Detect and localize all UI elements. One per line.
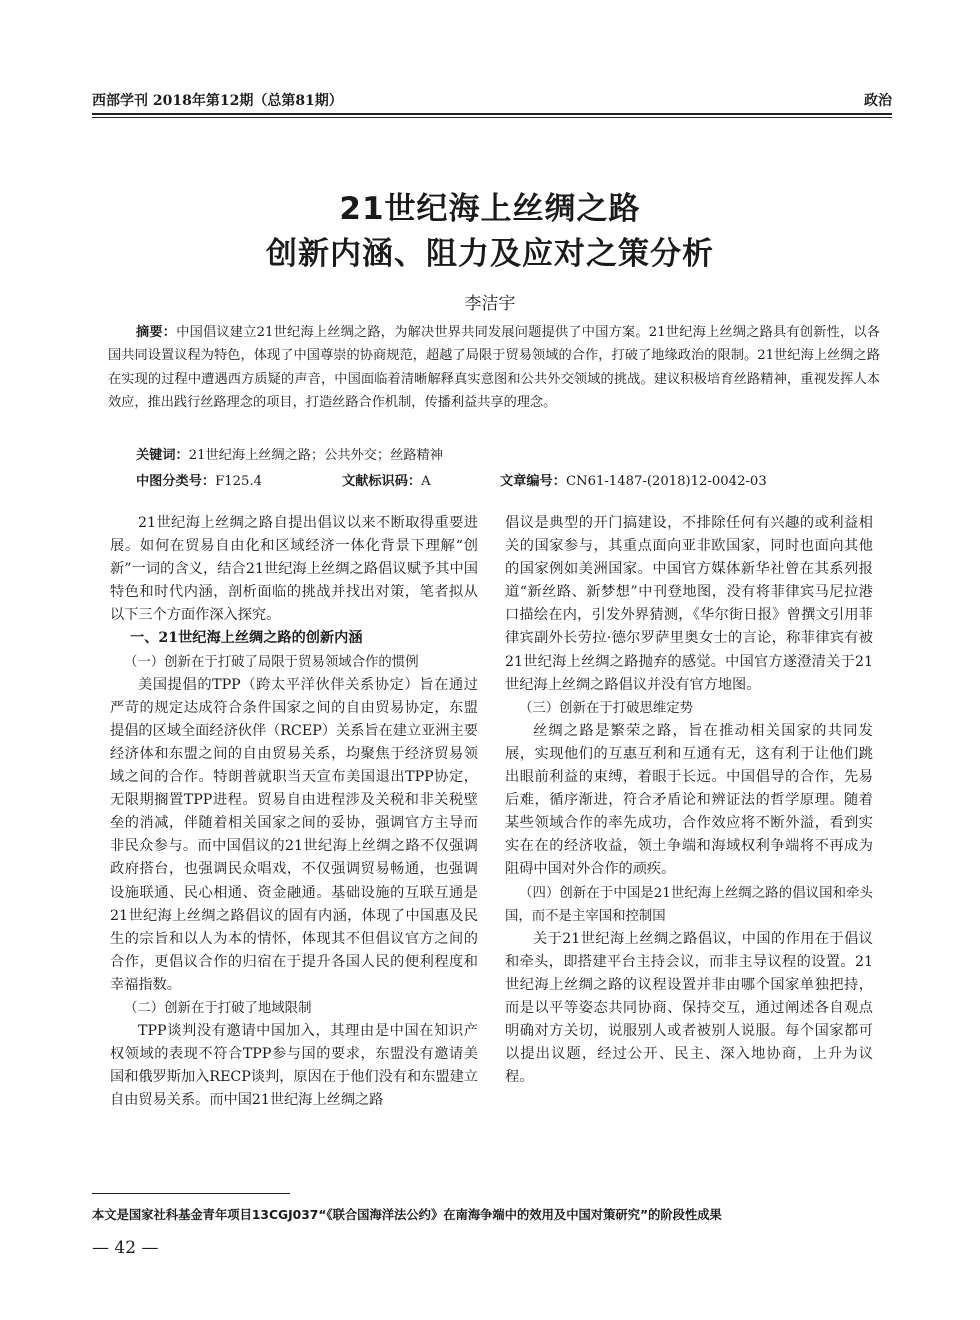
keywords <box>136 444 443 463</box>
page-number: — 42 — <box>92 1238 159 1258</box>
doc-code-value: A <box>421 474 431 489</box>
doc-code-label: 文献标识码： <box>342 474 422 489</box>
paragraph: 21世纪海上丝绸之路自提出倡议以来不断取得重要进展。如何在贸易自由化和区域经济一体化背景下理解“创新”一词的含义，结合21世纪海上丝绸之路倡议赋予其中国特色和时代内涵，剖析面临的挑战并找出对策，笔者拟从以下三个方面作深入探究。 <box>110 515 478 624</box>
subsection-heading: （四）创新在于中国是21世纪海上丝绸之路的倡议国和牵头国，而不是主宰国和控制国 <box>505 885 873 924</box>
paragraph: TPP谈判没有邀请中国加入，其理由是中国在知识产权领域的表现不符合TPP参与国的要求，东盟没有邀请美国和俄罗斯加入RECP谈判，原因在于他们没有和东盟建立自由贸易关系。而中国21世纪海上丝绸之路 <box>110 1023 478 1109</box>
subsection-heading: （三）创新在于打破思维定势 <box>519 700 694 716</box>
keywords-label: 关键词： <box>136 448 189 463</box>
abstract <box>108 321 880 414</box>
article-number <box>500 470 767 489</box>
body-column-right <box>505 512 873 1089</box>
paragraph: 丝绸之路是繁荣之路，旨在推动相关国家的共同发展，实现他们的互惠互利和互通有无，这有利于让他们跳出眼前利益的束缚，着眼于长远。中国倡导的合作，先易后难，循序渐进，符合矛盾论和辨证法的哲学原理。随着某些领域合作的率先成功，合作效应将不断外溢，看到实实在在的经济收益，领土争端和海域权利争端将不再成为阻碍中国对外合作的顽疾。 <box>505 722 873 878</box>
header-divider <box>92 113 892 115</box>
journal-header: 西部学刊 2018年第12期（总第81期） <box>92 93 343 109</box>
paragraph: 倡议是典型的开门搞建设，不排除任何有兴趣的或利益相关的国家参与，其重点面向亚非欧国家，同时也面向其他的国家例如美洲国家。中国官方媒体新华社曾在其系列报道“新丝路、新梦想”中刊登地图，没有将菲律宾马尼拉港口描绘在内，引发外界猜测，《华尔街日报》曾撰文引用菲律宾副外长劳拉·德尔罗萨里奥女士的言论，称菲律宾有被21世纪海上丝绸之路抛弃的感觉。中国官方遂澄清关于21世纪海上丝绸之路倡议并没有官方地图。 <box>505 515 873 693</box>
section-label: 政治 <box>864 93 892 109</box>
article-title-line2: 创新内涵、阻力及应对之策分析 <box>266 236 714 272</box>
section-heading: 一、21世纪海上丝绸之路的创新内涵 <box>130 630 363 647</box>
keywords-text: 21世纪海上丝绸之路；公共外交；丝路精神 <box>188 448 443 463</box>
abstract-text: 中国倡议建立21世纪海上丝绸之路，为解决世界共同发展问题提供了中国方案。21世纪海上丝绸之路具有创新性，以各国共同设置议程为特色，体现了中国尊崇的协商规范，超越了局限于贸易领域的合作，打破了地缘政治的限制。21世纪海上丝绸之路在实现的过程中遭遇西方质疑的声音，中国面临着清晰解释真实意图和公共外交领域的挑战。建议积极培育丝路精神，重视发挥人本效应，推出践行丝路理念的项目，打造丝路合作机制，传播利益共享的理念。 <box>108 325 880 410</box>
article-number-value: CN61-1487-(2018)12-0042-03 <box>565 474 767 489</box>
paragraph: 关于21世纪海上丝绸之路倡议，中国的作用在于倡议和牵头，即搭建平台主持会议，而非主导议程的设置。21世纪海上丝绸之路的议程设置并非由哪个国家单独把持，而是以平等姿态共同协商、保持交互，通过阐述各自观点明确对方关切，说服别人或者被别人说服。每个国家都可以提出议题，经过公开、民主、深入地协商，上升为议程。 <box>505 930 873 1086</box>
paragraph: 美国提倡的TPP（跨太平洋伙伴关系协定）旨在通过严苛的规定达成符合条件国家之间的自由贸易协定，东盟提倡的区域全面经济伙伴（RCEP）关系旨在建立亚洲主要经济体和东盟之间的自由贸易关系，均聚焦于经济贸易领域之间的合作。特朗普就职当天宣布美国退出TPP协定，无限期搁置TPP进程。贸易自由进程涉及关税和非关税壁垒的消减，伴随着相关国家之间的妥协，强调官方主导而非民众参与。而中国倡议的21世纪海上丝绸之路不仅强调政府搭台，也强调民众唱戏，不仅强调贸易畅通，也强调设施联通、民心相通、资金融通。基础设施的互联互通是21世纪海上丝绸之路倡议的固有内涵，体现了中国惠及民生的宗旨和以人为本的情怀，体现其不但倡议官方之间的合作，更倡议合作的归宿在于提升各国人民的便利程度和幸福指数。 <box>110 676 478 993</box>
document-code <box>342 470 431 489</box>
abstract-label: 摘要： <box>136 325 177 340</box>
header-divider-thin <box>92 117 892 118</box>
article-number-label: 文章编号： <box>500 474 566 489</box>
subsection-heading: （一）创新在于打破了局限于贸易领域合作的惯例 <box>124 654 419 670</box>
funding-footnote: 本文是国家社科基金青年项目13CGJ037“《联合国海洋法公约》在南海争端中的效用及中国对策研究”的阶段性成果 <box>92 1208 722 1222</box>
clc-label: 中图分类号： <box>136 474 216 489</box>
subsection-heading: （二）创新在于打破了地域限制 <box>124 1000 312 1016</box>
article-title-line1: 21世纪海上丝绸之路 <box>339 191 641 227</box>
body-column-left <box>110 512 478 1112</box>
clc-value: F125.4 <box>215 474 263 489</box>
author-name: 李洁宇 <box>464 294 516 314</box>
footnote-divider <box>92 1193 290 1194</box>
clc-number <box>136 470 262 489</box>
